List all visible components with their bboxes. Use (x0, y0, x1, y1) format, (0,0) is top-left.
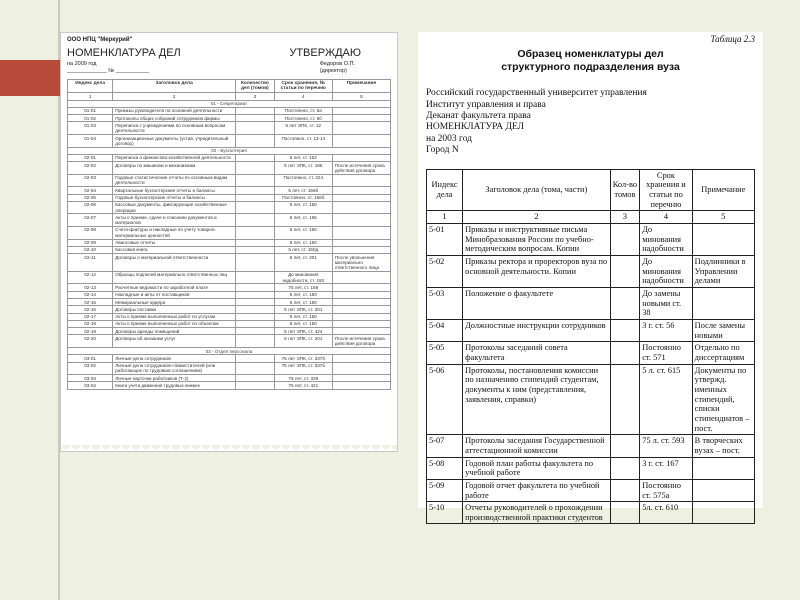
cell-note (332, 375, 390, 382)
col-number: 2 (113, 93, 236, 100)
cell-index: 01-04 (68, 135, 113, 148)
cell-retention: До минования надобности, ст. 193 (274, 271, 332, 284)
cell-title: Счета-фактуры и накладные по учету товарно-материальных ценностей (113, 226, 236, 239)
cell-index: 5-03 (427, 288, 463, 320)
cell-title: Протоколы, постановления комиссии по назначению стипендий студентам, документы к ним (представления, заявления, справки) (463, 364, 611, 435)
cell-note (332, 135, 390, 148)
cell-count (610, 502, 640, 524)
cell-retention: До минования надобности (640, 256, 692, 288)
cell-title: Годовые бухгалтерские отчеты и балансы (113, 194, 236, 201)
cell-index: 01-02 (68, 115, 113, 122)
table-row (68, 246, 391, 253)
signer-name: Федоров О.П. (319, 61, 355, 67)
table-row (68, 291, 391, 298)
cell-index: 02-06 (68, 201, 113, 214)
cell-note: Отдельно по диссертациям (692, 342, 754, 364)
cell-count (235, 239, 274, 246)
table-row (427, 256, 755, 288)
cell-index: 02-13 (68, 284, 113, 291)
cell-retention: 5 лет, ст. 150 (274, 239, 332, 246)
cell-count (235, 154, 274, 161)
cell-note (692, 224, 754, 256)
org-name: ООО НПЦ "Меркурий" (67, 37, 133, 43)
cell-note: Документы по утвержд. именных стипендий, списки стипендиатов – пост. (692, 364, 754, 435)
cell-index: 03-01 (68, 355, 113, 362)
cell-note (332, 214, 390, 227)
cell-count (235, 194, 274, 201)
cell-title: Расчетные ведомости по заработной плате (113, 284, 236, 291)
cell-retention: 75 лет, ст. 421 (274, 382, 332, 389)
col-number: 4 (640, 211, 692, 224)
cell-count (235, 291, 274, 298)
table-row (68, 239, 391, 246)
cell-title: Договоры об оказании услуг (113, 335, 236, 348)
cell-title: Мемориальные ордера (113, 299, 236, 306)
cell-retention: 5 лет ЭПК, ст. 12 (274, 122, 332, 135)
cell-note (332, 154, 390, 161)
cell-retention: 3 г. ст. 167 (640, 457, 692, 479)
cell-count (610, 256, 640, 288)
cell-index: 02-20 (68, 335, 113, 348)
cell-index: 02-03 (68, 174, 113, 187)
col-number: 3 (235, 93, 274, 100)
cell-title: Договоры поставки (113, 306, 236, 313)
col-number: 2 (463, 211, 611, 224)
table-row (68, 201, 391, 214)
cell-retention: Постоянно, ст. 156б (274, 194, 332, 201)
cell-title: Акты о приеме, сдаче и списании документов и материалов (113, 214, 236, 227)
cell-index: 03-04 (68, 382, 113, 389)
cell-count (610, 457, 640, 479)
table-row (68, 214, 391, 227)
cell-note (692, 502, 754, 524)
cell-note: После истечения срока действия договора (332, 162, 390, 175)
table-row (68, 194, 391, 201)
info-line: Институт управления и права (426, 99, 546, 110)
cell-count (235, 226, 274, 239)
cell-note (332, 320, 390, 327)
approve-label: УТВЕРЖДАЮ (289, 47, 361, 59)
cell-count (610, 435, 640, 457)
col-header-retention: Срок хранения, № статьи по перечню (274, 80, 332, 93)
table-row (68, 335, 391, 348)
cell-title: Переписка о финансово-хозяйственной деятельности (113, 154, 236, 161)
cell-index: 5-10 (427, 502, 463, 524)
cell-note: В творческих вузах – пост. (692, 435, 754, 457)
cell-note: После замены новыми (692, 320, 754, 342)
table-row (68, 328, 391, 335)
cell-count (235, 284, 274, 291)
cell-title: Кассовые документы, фиксирующие хозяйственные операции (113, 201, 236, 214)
col-number: 4 (274, 93, 332, 100)
col-header-index: Индекс дела (68, 80, 113, 93)
section-title: 02 - Бухгалтерия (68, 147, 391, 154)
signer-role: (директор) (319, 68, 347, 75)
cell-note (692, 479, 754, 501)
table-row (68, 313, 391, 320)
table-row (68, 122, 391, 135)
cell-note (332, 107, 390, 114)
cell-note (332, 291, 390, 298)
col-number: 5 (692, 211, 754, 224)
col-number: 1 (427, 211, 463, 224)
cell-title: Должностные инструкции сотрудников (463, 320, 611, 342)
table-row (68, 226, 391, 239)
left-doc-title: НОМЕНКЛАТУРА ДЕЛ (67, 47, 181, 59)
cell-index: 02-09 (68, 239, 113, 246)
cell-retention: 3 г. ст. 56 (640, 320, 692, 342)
cell-title: Договоры по машинам и механизмам (113, 162, 236, 175)
table-row (68, 375, 391, 382)
table-row (427, 364, 755, 435)
cell-count (235, 174, 274, 187)
cell-index: 5-04 (427, 320, 463, 342)
table-row (68, 299, 391, 306)
cell-retention: 5 лет, ст. 150 (274, 201, 332, 214)
cell-count (610, 342, 640, 364)
cell-retention: 5 л. ст. 615 (640, 364, 692, 435)
table-row (68, 187, 391, 194)
cell-index: 02-05 (68, 194, 113, 201)
cell-retention: До замены новыми ст. 38 (640, 288, 692, 320)
col-number: 5 (332, 93, 390, 100)
number-line: _____________ № ___________ (67, 68, 150, 75)
cell-index: 02-08 (68, 226, 113, 239)
table-row (68, 254, 391, 272)
cell-index: 02-18 (68, 320, 113, 327)
cell-title: Личные дела сотрудников-совместителей (или работающих по трудовым соглашениям) (113, 362, 236, 375)
cell-title: Приказы ректора и проректоров вуза по основной деятельности. Копии (463, 256, 611, 288)
cell-count (610, 320, 640, 342)
cell-retention: 5 лет, ст. 165 (274, 214, 332, 227)
cell-note (332, 115, 390, 122)
cell-note (332, 226, 390, 239)
cell-retention: Постоянно, ст. 6а (274, 107, 332, 114)
section-row (68, 348, 391, 355)
cell-count (235, 246, 274, 253)
cell-retention: Постоянно, ст. 13-14 (274, 135, 332, 148)
cell-index: 5-07 (427, 435, 463, 457)
cell-index: 02-01 (68, 154, 113, 161)
cell-index: 02-07 (68, 214, 113, 227)
cell-note (692, 457, 754, 479)
cell-count (610, 479, 640, 501)
cell-retention: 5 лет, ст. 201 (274, 254, 332, 272)
cell-note: После истечения срока действия договора (332, 335, 390, 348)
cell-title: Переписка с учреждениями по основным вопросам деятельности (113, 122, 236, 135)
cell-index: 03-03 (68, 375, 113, 382)
cell-count (235, 187, 274, 194)
cell-index: 02-17 (68, 313, 113, 320)
table-row (68, 162, 391, 175)
cell-count (235, 375, 274, 382)
cell-note (332, 306, 390, 313)
cell-note (332, 246, 390, 253)
cell-title: Протоколы заседания Государственной аттестационной комиссии (463, 435, 611, 457)
cell-title: Организационные документы (устав, учредительный договор) (113, 135, 236, 148)
cell-title: Годовые статистические отчеты по основным видам деятельности (113, 174, 236, 187)
table-row (427, 288, 755, 320)
col-header-title: Заголовок дела (тома, части) (463, 169, 611, 211)
cell-note (332, 187, 390, 194)
table-row (427, 479, 755, 501)
cell-count (235, 214, 274, 227)
cell-retention: Постоянно ст. 571 (640, 342, 692, 364)
cell-retention: 5 лет, ст. 156б (274, 187, 332, 194)
left-document (60, 32, 398, 452)
section-row (68, 147, 391, 154)
cell-title: Протоколы заседаний совета факультета (463, 342, 611, 364)
cell-count (235, 135, 274, 148)
table-row (68, 174, 391, 187)
col-header-count: Количество дел (томов) (235, 80, 274, 93)
left-nomenclature-table (67, 79, 391, 389)
cell-retention: Постоянно, ст. 224 (274, 174, 332, 187)
col-header-retention: Срок хранения и статьи по перечню (640, 169, 692, 211)
cell-count (235, 320, 274, 327)
info-line: Российский государственный университет управления (426, 88, 647, 99)
section-title: 01 - Секретариат (68, 100, 391, 107)
cell-title: Акты о приеме выполненных работ по объектам (113, 320, 236, 327)
cell-index: 5-05 (427, 342, 463, 364)
cell-index: 03-02 (68, 362, 113, 375)
cell-index: 01-01 (68, 107, 113, 114)
title-line-1: Образец номенклатуры дел (517, 48, 664, 60)
cell-title: Годовой отчет факультета по учебной работе (463, 479, 611, 501)
cell-note (332, 284, 390, 291)
cell-retention: 5 лет ЭПК, ст. 186 (274, 162, 332, 175)
right-nomenclature-table (426, 169, 755, 525)
cell-note (332, 362, 390, 375)
cell-note (332, 122, 390, 135)
cell-title: Договоры аренды помещений (113, 328, 236, 335)
cell-count (235, 355, 274, 362)
cell-index: 5-06 (427, 364, 463, 435)
cell-count (235, 254, 274, 272)
table-row (68, 382, 391, 389)
cell-note (332, 328, 390, 335)
info-line: Город N (426, 145, 459, 156)
cell-index: 02-16 (68, 306, 113, 313)
cell-retention: 75 л. ст. 593 (640, 435, 692, 457)
cell-count (235, 306, 274, 313)
table-number: Таблица 2.3 (710, 34, 755, 44)
col-header-title: Заголовок дела (113, 80, 236, 93)
cell-retention: До минования надобности (640, 224, 692, 256)
table-row (68, 320, 391, 327)
cell-index: 5-02 (427, 256, 463, 288)
info-line: на 2003 год (426, 133, 473, 144)
cell-count (235, 122, 274, 135)
right-doc-title (426, 48, 755, 74)
cell-title: Протоколы общих собраний сотрудников фирмы (113, 115, 236, 122)
cell-title: Приказы и инструктивные письма Минобразования России по учебно-методическим вопросам. Копии (463, 224, 611, 256)
info-line: НОМЕНКЛАТУРА ДЕЛ (426, 122, 525, 133)
cell-note: После увольнения материально ответственного лица (332, 254, 390, 272)
section-row (68, 100, 391, 107)
cell-note (332, 201, 390, 214)
cell-title: Авансовые отчеты (113, 239, 236, 246)
cell-count (610, 224, 640, 256)
cell-index: 5-08 (427, 457, 463, 479)
cell-title: Договоры о материальной ответственности (113, 254, 236, 272)
cell-index: 02-14 (68, 291, 113, 298)
cell-note (332, 239, 390, 246)
cell-count (235, 162, 274, 175)
cell-retention: 75 лет ЭПК, ст. 337б (274, 362, 332, 375)
cell-count (610, 364, 640, 435)
col-number: 1 (68, 93, 113, 100)
table-row (68, 355, 391, 362)
cell-count (235, 328, 274, 335)
col-header-index: Индекс дела (427, 169, 463, 211)
cell-index: 02-12 (68, 271, 113, 284)
table-row (427, 457, 755, 479)
cell-note (332, 313, 390, 320)
table-row (427, 502, 755, 524)
table-row (68, 306, 391, 313)
cell-note (332, 299, 390, 306)
cell-title: Годовой план работы факультета по учебной работе (463, 457, 611, 479)
cell-count (235, 313, 274, 320)
cell-retention: 5 лет, ст. 150 (274, 291, 332, 298)
cell-index: 5-09 (427, 479, 463, 501)
doc-info (426, 88, 755, 156)
cell-count (235, 115, 274, 122)
table-row (427, 224, 755, 256)
cell-title: Квартальные бухгалтерские отчеты и балансы (113, 187, 236, 194)
cell-retention: Постоянно, ст. 6б (274, 115, 332, 122)
cell-retention: 5 лет ЭПК, ст. 201 (274, 306, 332, 313)
cell-title: Личные карточки работников (Т-2) (113, 375, 236, 382)
table-row (68, 284, 391, 291)
cell-index: 01-03 (68, 122, 113, 135)
torn-edge (61, 445, 397, 455)
section-title: 03 - Отдел персонала (68, 348, 391, 355)
cell-index: 02-04 (68, 187, 113, 194)
cell-note (692, 288, 754, 320)
cell-count (235, 362, 274, 375)
info-line: Деканат факультета права (426, 111, 531, 122)
cell-count (235, 382, 274, 389)
cell-retention: 75 лет, ст. 158 (274, 284, 332, 291)
cell-title: Отчеты руководителей о прохождении производственной практики студентов (463, 502, 611, 524)
cell-retention: 5 лет, ст. 150 (274, 299, 332, 306)
cell-index: 02-10 (68, 246, 113, 253)
cell-count (235, 335, 274, 348)
cell-note (332, 174, 390, 187)
table-row (68, 362, 391, 375)
cell-count (235, 107, 274, 114)
cell-index: 02-11 (68, 254, 113, 272)
right-document (418, 32, 763, 522)
cell-note (332, 271, 390, 284)
cell-retention: 5 лет, ст. 150 (274, 320, 332, 327)
table-row (427, 342, 755, 364)
cell-title: Личные дела сотрудников (113, 355, 236, 362)
table-row (427, 320, 755, 342)
cell-note (332, 355, 390, 362)
cell-index: 02-19 (68, 328, 113, 335)
cell-note (332, 382, 390, 389)
cell-retention: 5 лет ЭПК, ст. 424 (274, 328, 332, 335)
cell-count (235, 271, 274, 284)
col-header-note: Примечание (692, 169, 754, 211)
cell-retention: 5 лет ЭПК, ст. 201 (274, 335, 332, 348)
cell-retention: 5л. ст. 610 (640, 502, 692, 524)
col-header-note: Примечание (332, 80, 390, 93)
cell-index: 5-01 (427, 224, 463, 256)
table-row (68, 154, 391, 161)
cell-note: Подлинники в Управлении делами (692, 256, 754, 288)
col-number: 3 (610, 211, 640, 224)
cell-index: 02-02 (68, 162, 113, 175)
cell-count (235, 201, 274, 214)
table-row (68, 135, 391, 148)
cell-count (235, 299, 274, 306)
cell-title: Приказы руководителя по основной деятельности (113, 107, 236, 114)
title-line-2: структурного подразделения вуза (501, 61, 680, 74)
cell-retention: 75 лет, ст. 339 (274, 375, 332, 382)
col-header-count: Кол-во томов (610, 169, 640, 211)
table-row (427, 435, 755, 457)
cell-count (610, 288, 640, 320)
cell-retention: 5 лет, ст. 152 (274, 154, 332, 161)
year-line: на 2009 год (67, 61, 97, 67)
cell-title: Кассовая книга (113, 246, 236, 253)
cell-retention: 5 лет, ст. 150д (274, 246, 332, 253)
cell-title: Образцы подписей материально ответственных лиц (113, 271, 236, 284)
cell-retention: 5 лет, ст. 150 (274, 226, 332, 239)
cell-retention: 75 лет ЭПК, ст. 337б (274, 355, 332, 362)
cell-title: Книги учета движения трудовых книжек (113, 382, 236, 389)
slide-accent-bar (0, 60, 62, 96)
table-row (68, 107, 391, 114)
cell-note (332, 194, 390, 201)
cell-title: Накладные и акты от поставщиков (113, 291, 236, 298)
table-row (68, 271, 391, 284)
table-row (68, 115, 391, 122)
cell-retention: Постоянно ст. 575а (640, 479, 692, 501)
cell-title: Положение о факультете (463, 288, 611, 320)
cell-title: Акты о приеме выполненных работ по услугам (113, 313, 236, 320)
cell-index: 02-15 (68, 299, 113, 306)
cell-retention: 5 лет, ст. 150 (274, 313, 332, 320)
